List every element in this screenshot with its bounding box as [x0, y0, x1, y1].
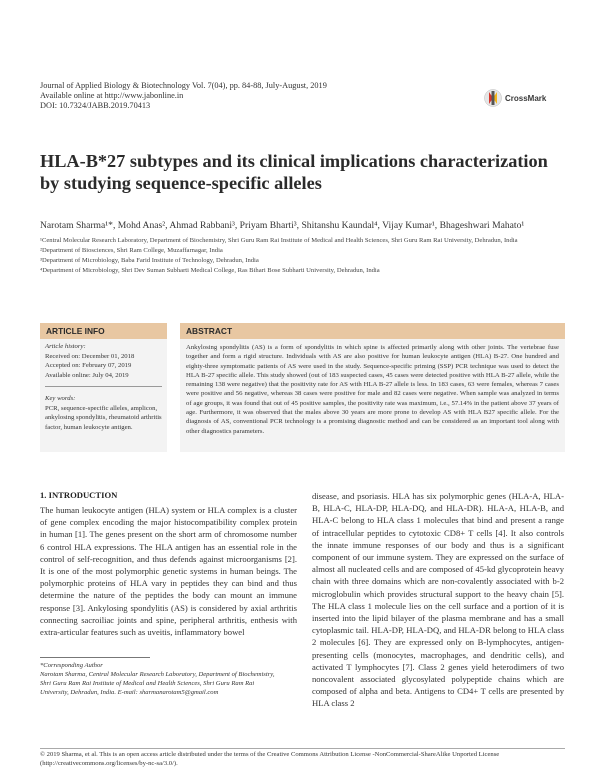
crossmark-icon — [484, 89, 502, 107]
keywords: PCR, sequence-specific alleles, amplicon, ankylosing spondylitis, rheumatoid arthritis factor, human leukocyte antigen. — [45, 404, 162, 431]
footnote-divider — [40, 657, 150, 658]
accepted-date: Accepted on: February 07, 2019 — [45, 362, 132, 369]
info-divider — [45, 386, 162, 387]
affiliations — [40, 236, 570, 276]
corresponding-author-note — [40, 662, 280, 698]
crossmark-logo[interactable] — [484, 88, 564, 108]
affiliation-2: ²Department of Biosciences, Shri Ram College, Muzaffarnagar, India — [40, 247, 223, 254]
article-title: HLA-B*27 subtypes and its clinical implications characterization by studying sequence-specific alleles — [40, 151, 548, 193]
crossmark-label: CrossMark — [505, 93, 547, 103]
license-text: © 2019 Sharma, et al. This is an open access article distributed under the terms of the Creative Commons Attribution License -NonCommercial-ShareAlike Unported License (http://creativecommons.org/licenses/by-nc-sa/3.0/). — [40, 751, 500, 767]
abstract-heading: ABSTRACT — [180, 323, 565, 339]
introduction-heading: 1. INTRODUCTION — [40, 490, 118, 500]
available-online-line: Available online at http://www.jabonline.in — [40, 91, 184, 100]
available-date: Available online: July 04, 2019 — [45, 371, 129, 379]
corresponding-author-text: Narotam Sharma, Central Molecular Research Laboratory, Department of Biochemistry, Shri Guru Ram Rai Institute of Medical and Health Sciences, Shri Guru Ram Rai University, Dehradun, India. E-mail: sharmanarotam5@gmail.com — [40, 670, 275, 696]
abstract-text: Ankylosing spondylitis (AS) is a form of spondylitis in which spine is affected primarily along with other joints. The vertebrae fuse together and form a rigid structure. Individuals with AS are also positive for human leukocyte antigen (HLA) B-27. One hundred and eighty-three symptomatic patients of AS were used in the study. Sequence-specific priming (SSP) PCR technique was used to detect the HLA B-27 specific allele. This study showed (out of 183 suspected cases, 45 cases were detected positive with HLA B-27 allele, while the remaining 138 were negative) that the positivity rate for AS with HLA B-27 allele is less. In 183 cases, 63 were females, whereas 7 cases were positive and 56 negative, whereas 38 cases were positive for male and 82 cases were negative. When sample was analyzed in terms of age groups, it was found that out of 45 positive samples, the positivity rate was maximum, i.e., 57.14% in the patient above 37 years of age. Furthermore, it was observed that the males above 30 years are more prone to develop AS with HLA B27 specific allele. For the diagnosis of AS, conventional PCR technology is a promising diagnostic method and can be considered as an important tool along with other diagnostics parameters. — [186, 344, 559, 435]
affiliation-4: ⁴Department of Microbiology, Shri Dev Suman Subharti Medical College, Ras Bihari Bose Subharti University, Dehradun, India — [40, 267, 380, 274]
introduction-column-2: disease, and psoriasis. HLA has six polymorphic genes (HLA-A, HLA-B, HLA-C, HLA-DP, HLA-DQ, and HLA-DR). HLA-A, HLA-B, and HLA-C belong to HLA class 1 molecules that bind and present a range of intracellular peptides to cytotoxic CD8+ T cells [4]. It also controls the innate immune responses of our body and thus is a significant component of our immune system. They are expressed on the surface of almost all nucleated cells and are composed of 45-kd glycoprotein heavy chain with three domains which are non-covalently associated with b-2 microglobulin which provides structural support to the heavy chain [5]. The HLA class 1 molecule lies on the cell surface and a portion of it is inserted into the lipid bilayer of the plasma membrane and has a small cytoplasmic tail. HLA-DP, HLA-DQ, and HLA-DR belong to HLA class 2 molecules [6]. They are expressed only on B-lymphocytes, antigen-presenting cells (monocytes, macrophages, and dendritic cells), and activated T lymphocytes [7]. Class 2 genes yield heterodimers of two noncovalent associated glycosylated polypeptide chains which are composed of alpha and beta. Antigens to CD4+ T cells are presented by HLA class 2 — [312, 491, 564, 709]
affiliation-1: ¹Central Molecular Research Laboratory, Department of Biochemistry, Shri Guru Ram Rai Institute of Medical and Health Sciences, Shri Guru Ram Rai University, Dehradun, India — [40, 237, 518, 244]
doi-line[interactable]: DOI: 10.7324/JABB.2019.70413 — [40, 101, 151, 110]
history-label: Article history: — [45, 343, 86, 350]
affiliation-3: ³Department of Microbiology, Baba Farid Institute of Technology, Dehradun, India — [40, 257, 259, 264]
article-info-box — [40, 323, 167, 452]
license-divider — [40, 748, 565, 749]
received-date: Received on: December 01, 2018 — [45, 352, 135, 360]
article-info-heading: ARTICLE INFO — [40, 323, 167, 339]
journal-header — [40, 81, 327, 111]
keywords-label: Key words: — [45, 395, 76, 402]
author-list: Narotam Sharma¹*, Mohd Anas², Ahmad Rabbani³, Priyam Bharti³, Shitanshu Kaundal⁴, Vijay Kumar¹, Bhageshwari Mahato¹ — [40, 220, 525, 231]
abstract-box — [180, 323, 565, 452]
journal-line: Journal of Applied Biology & Biotechnology Vol. 7(04), pp. 84-88, July-August, 2019 — [40, 81, 327, 90]
corresponding-author-label: *Corresponding Author — [40, 662, 103, 669]
introduction-column-1: The human leukocyte antigen (HLA) system or HLA complex is a cluster of gene complex encoding the major histocompatibility complex protein in human [1]. The genes present on the short arm of chromosome number 6 control HLA expressions. The HLA antigen has an essential role in the control of self-recognition, and thus defends against microorganisms [2]. It is one of the most polymorphic genetic systems in human beings. The polymorphic proteins of HLA vary in peptides they can bind and thus determine the nature of the peptides the body can mount an immune response [3]. Ankylosing spondylitis (AS) is considered by axial arthritis connecting sacroiliac joints and spine, peripheral arthritis, enthesis with extra-articular features such as uveitis, inflammatory bowel — [40, 505, 297, 638]
